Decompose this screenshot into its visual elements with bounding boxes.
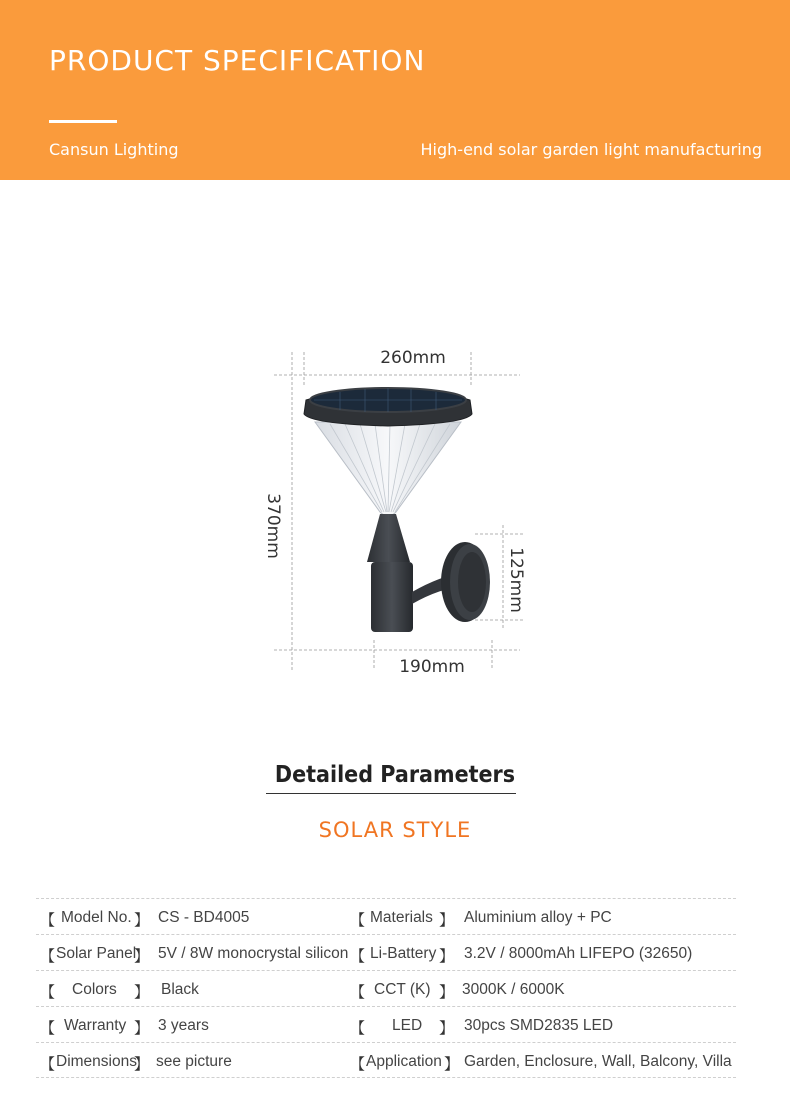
bracket-open: 【 <box>40 912 56 929</box>
spec-value: Garden, Enclosure, Wall, Balcony, Villa <box>464 1053 732 1070</box>
banner-tagline: High-end solar garden light manufacturing <box>420 140 762 159</box>
banner-title: PRODUCT SPECIFICATION <box>49 44 426 77</box>
table-row <box>36 934 736 970</box>
header-banner <box>0 0 790 180</box>
dimension-height: 370mm <box>263 493 283 559</box>
dimension-bracket-height: 125mm <box>506 547 526 613</box>
bracket-open: 【 <box>40 1056 56 1073</box>
spec-value: 30pcs SMD2835 LED <box>464 1017 614 1034</box>
parameters-heading-underline <box>266 793 516 794</box>
table-row <box>36 1042 736 1078</box>
style-subtitle: SOLAR STYLE <box>318 818 472 842</box>
parameters-heading: Detailed Parameters <box>274 762 516 788</box>
spec-value: 3.2V / 8000mAh LIFEPO (32650) <box>464 945 693 962</box>
bracket-close: 】 <box>134 984 150 1001</box>
bracket-open: 【 <box>350 984 366 1001</box>
spec-label: Li-Battery <box>370 945 437 962</box>
bracket-close: 】 <box>439 948 455 965</box>
wall-mount-plate <box>441 542 490 622</box>
bracket-open: 【 <box>350 1056 366 1073</box>
bracket-open: 【 <box>350 912 366 929</box>
specification-table <box>36 898 736 1078</box>
bracket-open: 【 <box>40 1020 56 1037</box>
bracket-close: 】 <box>439 912 455 929</box>
lamp-shade <box>315 422 461 516</box>
spec-value: CS - BD4005 <box>158 909 250 926</box>
dimension-width-bottom: 190mm <box>399 657 465 677</box>
dimension-width-top: 260mm <box>380 348 446 368</box>
spec-value: see picture <box>156 1053 232 1070</box>
table-row <box>36 970 736 1006</box>
table-row <box>36 898 736 934</box>
product-dimension-drawing <box>240 330 540 690</box>
spec-label: CCT (K) <box>374 981 431 998</box>
bracket-close: 】 <box>134 912 150 929</box>
spec-label: Warranty <box>64 1017 127 1034</box>
spec-label: LED <box>392 1017 423 1034</box>
spec-label: Dimensions <box>56 1053 137 1070</box>
solar-panel-cap <box>304 388 472 426</box>
spec-label: Materials <box>370 909 433 926</box>
spec-value: 3 years <box>158 1017 209 1034</box>
banner-divider <box>49 120 117 123</box>
bracket-close: 】 <box>444 1056 460 1073</box>
bracket-open: 【 <box>40 948 56 965</box>
brand-name: Cansun Lighting <box>49 140 179 159</box>
spec-value: 5V / 8W monocrystal silicon <box>158 945 349 962</box>
bracket-close: 】 <box>439 984 455 1001</box>
spec-label: Solar Panel <box>56 945 137 962</box>
table-row <box>36 1006 736 1042</box>
spec-label: Colors <box>72 981 117 998</box>
bracket-close: 】 <box>134 1056 150 1073</box>
bracket-close: 】 <box>134 948 150 965</box>
spec-value: Aluminium alloy + PC <box>464 909 612 926</box>
spec-label: Model No. <box>61 909 132 926</box>
bracket-open: 【 <box>40 984 56 1001</box>
bracket-close: 】 <box>439 1020 455 1037</box>
spec-value: 3000K / 6000K <box>462 981 565 998</box>
bracket-open: 【 <box>350 1020 366 1037</box>
spec-label: Application <box>366 1053 442 1070</box>
spec-value: Black <box>161 981 199 998</box>
bracket-open: 【 <box>350 948 366 965</box>
bracket-close: 】 <box>134 1020 150 1037</box>
